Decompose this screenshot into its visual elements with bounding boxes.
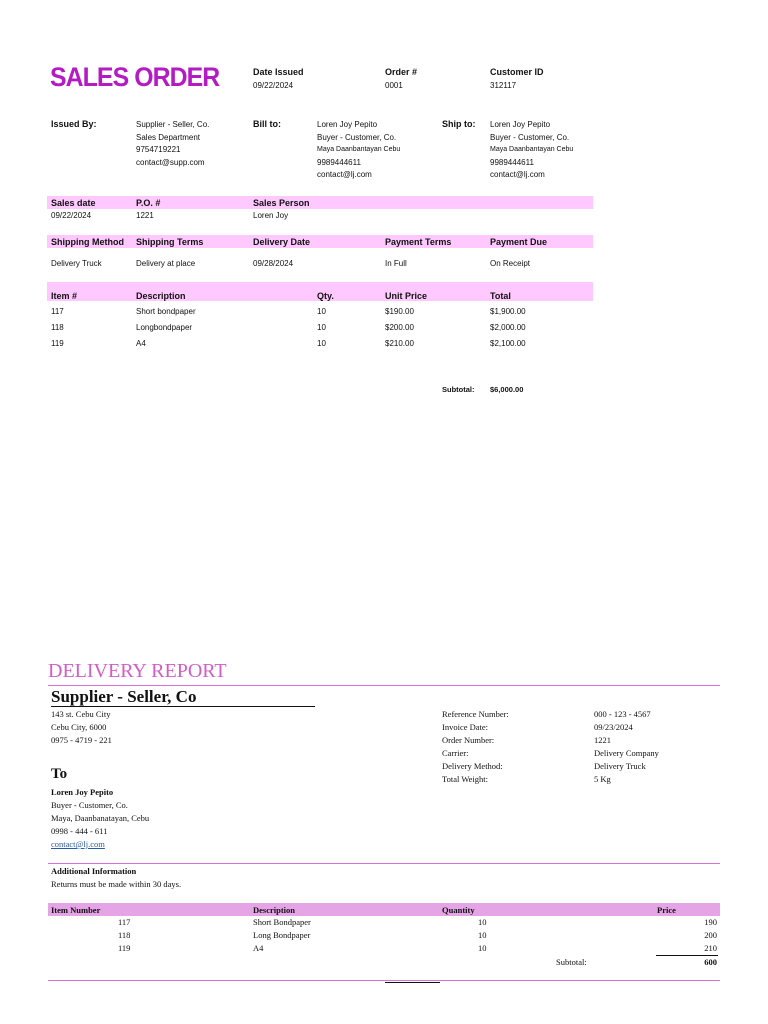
delivery-table: [48, 916, 720, 956]
item-number-cell: 119: [118, 943, 131, 953]
customer-id-value: 312117: [490, 81, 517, 90]
additional-info-text: Returns must be made within 30 days.: [51, 879, 182, 889]
additional-info-label: Additional Information: [51, 866, 137, 876]
supplier-name: Supplier - Seller, Co: [51, 687, 197, 706]
ship-to-line: Buyer - Customer, Co.: [490, 132, 570, 142]
payment-due-value: On Receipt: [490, 259, 531, 268]
ship-to-line: contact@lj.com: [490, 170, 545, 179]
item-number-header: Item Number: [51, 905, 101, 915]
detail-label: Order Number:: [442, 735, 495, 745]
bill-to-line: Maya Daanbantayan Cebu: [317, 146, 401, 153]
subtotal-label: Subtotal:: [442, 385, 475, 394]
unit-price-cell: $210.00: [385, 339, 414, 348]
ship-to-line: 9989444611: [490, 157, 534, 167]
sales-order-title: SALES ORDER: [50, 62, 220, 92]
item-number-header: Item #: [51, 291, 78, 301]
to-heading: To: [51, 766, 68, 782]
detail-value: 000 - 123 - 4567: [594, 709, 651, 719]
description-cell: Longbondpaper: [136, 323, 193, 332]
details-values: [594, 708, 659, 786]
shipping-terms-value: Delivery at place: [136, 259, 196, 268]
bill-to-line: Loren Joy Pepito: [317, 120, 378, 129]
recipient-address: [51, 799, 149, 851]
detail-label: Carrier:: [442, 748, 469, 758]
customer-id-label: Customer ID: [490, 67, 544, 77]
supplier-line: 0975 - 4719 - 221: [51, 735, 112, 745]
sales-person-value: Loren Joy: [253, 211, 289, 220]
item-number-cell: 118: [118, 930, 131, 940]
divider: [48, 863, 720, 864]
delivery-date-header: Delivery Date: [253, 237, 311, 247]
description-header: Description: [136, 291, 186, 301]
total-cell: $1,900.00: [490, 307, 526, 316]
item-number-cell: 118: [51, 323, 64, 332]
detail-value: Delivery Company: [594, 748, 659, 758]
detail-label: Reference Number:: [442, 709, 509, 719]
bill-to-label: Bill to:: [253, 119, 281, 129]
ship-to-line: Maya Daanbantayan Cebu: [490, 146, 574, 153]
po-value: 1221: [136, 211, 154, 220]
subtotal-value: $6,000.00: [490, 385, 524, 394]
qty-header: Qty.: [317, 291, 334, 301]
recipient-line: Maya, Daanbanatayan, Cebu: [51, 813, 150, 823]
bill-to-line: 9989444611: [317, 157, 361, 167]
detail-value: 5 Kg: [594, 774, 611, 784]
quantity-cell: 10: [478, 943, 487, 953]
qty-cell: 10: [317, 323, 326, 332]
shipping-method-value: Delivery Truck: [51, 259, 102, 268]
delivery-subtotal-label: Subtotal:: [556, 957, 587, 967]
price-cell: 200: [704, 930, 717, 940]
issued-by-label: Issued By:: [51, 119, 97, 129]
recipient-email-link[interactable]: contact@lj.com: [51, 839, 105, 849]
total-cell: $2,000.00: [490, 323, 526, 332]
quantity-cell: 10: [478, 917, 487, 927]
bill-to-line: Buyer - Customer, Co.: [317, 132, 397, 142]
order-number-value: 0001: [385, 81, 403, 90]
payment-terms-header: Payment Terms: [385, 237, 452, 247]
detail-label: Invoice Date:: [442, 722, 489, 732]
unit-price-cell: $200.00: [385, 323, 414, 332]
delivery-subtotal-value: 600: [704, 957, 717, 967]
issued-by-line: Supplier - Seller, Co.: [136, 120, 210, 129]
supplier-line: Cebu City, 6000: [51, 722, 107, 732]
price-cell: 190: [704, 917, 717, 927]
description-header: Description: [253, 905, 296, 915]
description-cell: A4: [253, 943, 264, 953]
description-cell: A4: [136, 339, 146, 348]
ship-to-block: [490, 119, 573, 182]
detail-value: 1221: [594, 735, 611, 745]
issued-by-line: contact@supp.com: [136, 157, 205, 167]
items-table: [51, 306, 611, 352]
detail-value: 09/23/2024: [594, 722, 633, 732]
payment-due-header: Payment Due: [490, 237, 548, 247]
divider: [48, 980, 720, 981]
delivery-report-title: DELIVERY REPORT: [48, 660, 227, 682]
divider: [51, 706, 315, 707]
issued-by-line: 9754719221: [136, 145, 181, 154]
sales-date-header: Sales date: [51, 198, 96, 208]
sales-info-band: [47, 196, 593, 209]
issued-by-line: Sales Department: [136, 132, 201, 142]
detail-label: Total Weight:: [442, 774, 489, 784]
payment-terms-value: In Full: [385, 259, 407, 268]
ship-to-line: Loren Joy Pepito: [490, 120, 551, 129]
divider: [385, 982, 440, 983]
ship-to-label: Ship to:: [442, 119, 476, 129]
unit-price-header: Unit Price: [385, 291, 428, 301]
unit-price-cell: $190.00: [385, 307, 414, 316]
total-cell: $2,100.00: [490, 339, 526, 348]
issued-by-block: [136, 119, 209, 169]
supplier-address: [51, 708, 112, 747]
shipping-method-header: Shipping Method: [51, 237, 124, 247]
sales-date-value: 09/22/2024: [51, 211, 92, 220]
recipient-name: Loren Joy Pepito: [51, 787, 114, 797]
bill-to-block: [317, 119, 400, 182]
item-number-cell: 117: [51, 307, 64, 316]
date-issued-label: Date Issued: [253, 67, 304, 77]
recipient-line: 0998 - 444 - 611: [51, 826, 108, 836]
price-cell: 210: [704, 943, 717, 953]
item-number-cell: 119: [51, 339, 64, 348]
qty-cell: 10: [317, 307, 326, 316]
delivery-date-value: 09/28/2024: [253, 259, 294, 268]
detail-value: Delivery Truck: [594, 761, 646, 771]
description-cell: Long Bondpaper: [253, 930, 311, 940]
quantity-header: Quantity: [442, 905, 475, 915]
details-labels: [442, 708, 509, 786]
quantity-cell: 10: [478, 930, 487, 940]
order-number-label: Order #: [385, 67, 418, 77]
description-cell: Short Bondpaper: [253, 917, 311, 927]
po-header: P.O. #: [136, 198, 161, 208]
price-header: Price: [657, 905, 676, 915]
divider: [48, 685, 720, 686]
detail-label: Delivery Method:: [442, 761, 503, 771]
item-number-cell: 117: [118, 917, 131, 927]
recipient-line: Buyer - Customer, Co.: [51, 800, 128, 810]
shipping-terms-header: Shipping Terms: [136, 237, 204, 247]
total-header: Total: [490, 291, 511, 301]
delivery-table-header: [48, 903, 720, 916]
qty-cell: 10: [317, 339, 326, 348]
description-cell: Short bondpaper: [136, 307, 196, 316]
bill-to-line: contact@lj.com: [317, 170, 372, 179]
sales-person-header: Sales Person: [253, 198, 310, 208]
supplier-line: 143 st. Cebu City: [51, 709, 111, 719]
date-issued-value: 09/22/2024: [253, 81, 294, 90]
